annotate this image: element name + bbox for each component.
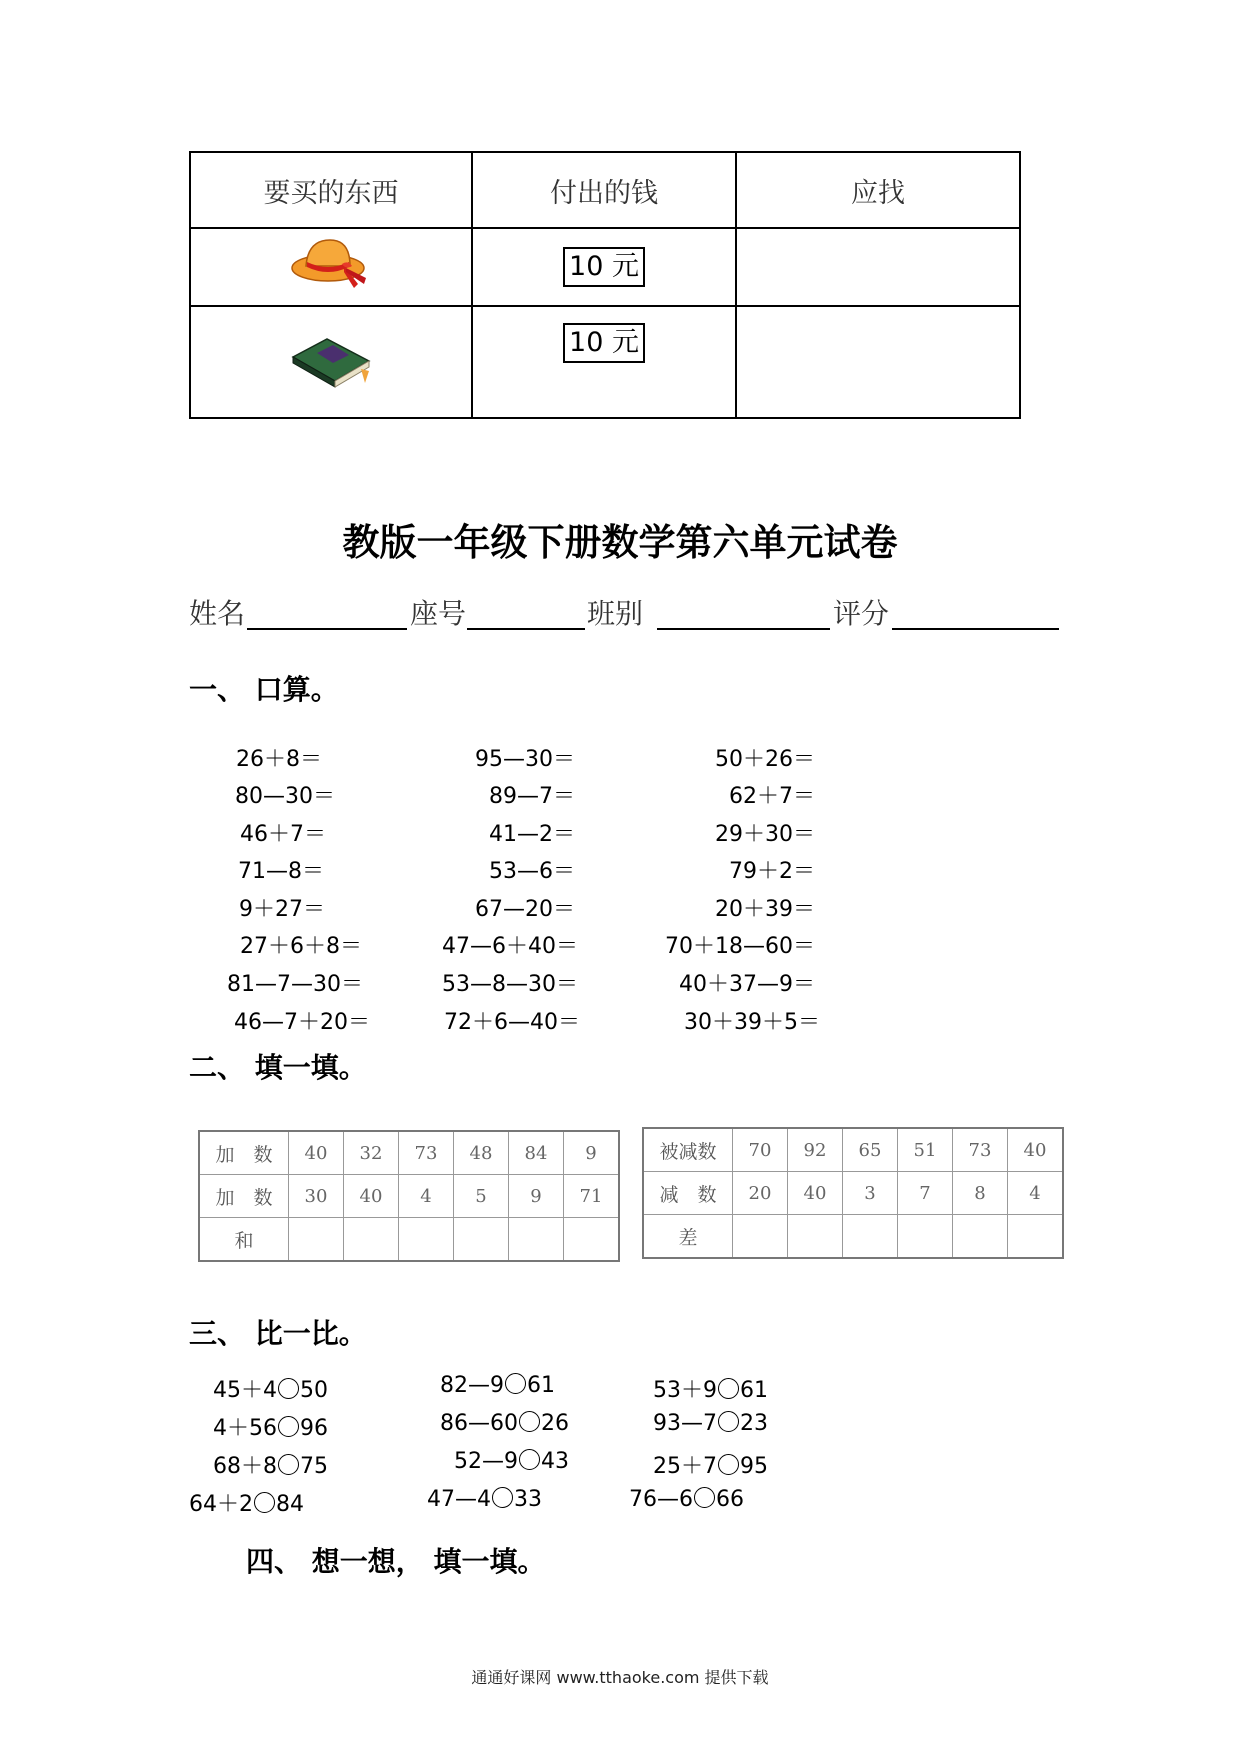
row-label: 被减数 [643, 1128, 733, 1172]
value-cell: 51 [898, 1128, 953, 1172]
answer-cell[interactable] [733, 1215, 788, 1259]
oral-calc-item: 27＋6＋8＝ [240, 934, 362, 959]
answer-cell[interactable] [564, 1218, 620, 1262]
compare-right: 61 [740, 1378, 768, 1403]
compare-right: 66 [716, 1487, 744, 1512]
compare-left: 4＋56 [213, 1416, 277, 1441]
header-item: 要买的东西 [190, 152, 472, 228]
value-cell: 40 [289, 1131, 344, 1175]
compare-left: 68＋8 [213, 1454, 277, 1479]
compare-item [213, 1373, 328, 1404]
row-label: 差 [643, 1215, 733, 1259]
value-cell: 32 [344, 1131, 399, 1175]
section-3-title: 三、 比一比。 [189, 1317, 367, 1350]
compare-left: 47—4 [427, 1487, 491, 1512]
value-cell: 30 [289, 1175, 344, 1218]
oral-calc-item: 20＋39＝ [715, 897, 815, 922]
compare-circle[interactable] [492, 1487, 513, 1508]
compare-left: 53＋9 [653, 1378, 717, 1403]
value-cell: 5 [454, 1175, 509, 1218]
value-cell: 48 [454, 1131, 509, 1175]
item-cell [190, 228, 472, 306]
oral-calc-item: 89—7＝ [489, 784, 575, 809]
answer-cell[interactable] [843, 1215, 898, 1259]
straw-hat-icon [286, 232, 376, 298]
compare-circle[interactable] [278, 1378, 299, 1399]
value-cell: 3 [843, 1172, 898, 1215]
score-label: 评分 [833, 597, 890, 630]
compare-right: 43 [541, 1449, 569, 1474]
compare-item [427, 1487, 542, 1512]
name-blank[interactable] [247, 628, 407, 630]
compare-right: 50 [300, 1378, 328, 1403]
value-cell: 84 [509, 1131, 564, 1175]
compare-item [213, 1411, 328, 1442]
compare-item [454, 1449, 569, 1474]
oral-calc-item: 41—2＝ [489, 822, 575, 847]
score-blank[interactable] [892, 628, 1059, 630]
compare-right: 95 [740, 1454, 768, 1479]
value-cell: 70 [733, 1128, 788, 1172]
shopping-table [189, 151, 1021, 419]
name-label: 姓名 [189, 597, 246, 630]
compare-circle[interactable] [278, 1416, 299, 1437]
compare-item [653, 1449, 768, 1480]
seat-label: 座号 [410, 597, 467, 630]
compare-left: 52—9 [454, 1449, 518, 1474]
oral-calc-item: 9＋27＝ [239, 897, 325, 922]
compare-left: 86—60 [440, 1411, 518, 1436]
compare-right: 33 [514, 1487, 542, 1512]
oral-calc-item: 62＋7＝ [729, 784, 815, 809]
oral-calc-item: 79＋2＝ [729, 859, 815, 884]
value-cell: 9 [564, 1131, 620, 1175]
paid-amount: 10 元 [563, 247, 645, 287]
oral-calc-item: 40＋37—9＝ [679, 972, 815, 997]
compare-item [629, 1487, 744, 1512]
compare-circle[interactable] [254, 1492, 275, 1513]
change-cell [736, 306, 1020, 418]
value-cell: 40 [344, 1175, 399, 1218]
answer-cell[interactable] [953, 1215, 1008, 1259]
subtraction-table [642, 1127, 1064, 1259]
oral-calc-item: 72＋6—40＝ [444, 1010, 580, 1035]
change-cell [736, 228, 1020, 306]
compare-left: 82—9 [440, 1373, 504, 1398]
header-change: 应找 [736, 152, 1020, 228]
compare-item [440, 1373, 555, 1398]
seat-blank[interactable] [467, 628, 585, 630]
oral-calc-item: 46＋7＝ [240, 822, 326, 847]
compare-item [653, 1411, 768, 1436]
oral-calc-item: 53—6＝ [489, 859, 575, 884]
class-blank[interactable] [657, 628, 830, 630]
compare-right: 61 [527, 1373, 555, 1398]
row-label: 减 数 [643, 1172, 733, 1215]
value-cell: 4 [1008, 1172, 1064, 1215]
answer-cell[interactable] [399, 1218, 454, 1262]
compare-left: 64＋2 [189, 1492, 253, 1517]
oral-calc-item: 47—6＋40＝ [442, 934, 578, 959]
compare-item [189, 1487, 304, 1518]
oral-calc-item: 46—7＋20＝ [234, 1010, 370, 1035]
compare-left: 45＋4 [213, 1378, 277, 1403]
addition-table [198, 1130, 620, 1262]
value-cell: 40 [788, 1172, 843, 1215]
section-1-title: 一、 口算。 [189, 673, 339, 706]
compare-circle[interactable] [278, 1454, 299, 1475]
oral-calc-item: 67—20＝ [475, 897, 575, 922]
class-label: 班别 [587, 597, 644, 630]
compare-right: 84 [276, 1492, 304, 1517]
row-label: 加 数 [199, 1131, 289, 1175]
compare-left: 25＋7 [653, 1454, 717, 1479]
compare-left: 93—7 [653, 1411, 717, 1436]
item-cell [190, 306, 472, 418]
value-cell: 65 [843, 1128, 898, 1172]
answer-cell[interactable] [1008, 1215, 1064, 1259]
oral-calc-item: 30＋39＋5＝ [684, 1010, 820, 1035]
oral-calc-item: 53—8—30＝ [442, 972, 578, 997]
compare-left: 76—6 [629, 1487, 693, 1512]
oral-calc-item: 26＋8＝ [236, 747, 322, 772]
answer-cell[interactable] [788, 1215, 843, 1259]
compare-item [213, 1449, 328, 1480]
answer-cell[interactable] [289, 1218, 344, 1262]
answer-cell[interactable] [454, 1218, 509, 1262]
value-cell: 9 [509, 1175, 564, 1218]
value-cell: 73 [953, 1128, 1008, 1172]
value-cell: 40 [1008, 1128, 1064, 1172]
compare-circle[interactable] [718, 1378, 739, 1399]
oral-calc-item: 81—7—30＝ [227, 972, 363, 997]
compare-circle[interactable] [505, 1373, 526, 1394]
oral-calc-item: 50＋26＝ [715, 747, 815, 772]
section-2-title: 二、 填一填。 [189, 1051, 367, 1084]
row-label: 和 [199, 1218, 289, 1262]
answer-cell[interactable] [344, 1218, 399, 1262]
paid-cell [472, 306, 736, 418]
oral-calc-item: 71—8＝ [238, 859, 324, 884]
oral-calc-item: 80—30＝ [235, 784, 335, 809]
value-cell: 73 [399, 1131, 454, 1175]
compare-circle[interactable] [519, 1449, 540, 1470]
compare-item [653, 1373, 768, 1404]
header-paid: 付出的钱 [472, 152, 736, 228]
value-cell: 92 [788, 1128, 843, 1172]
oral-calc-item: 70＋18—60＝ [665, 934, 815, 959]
value-cell: 7 [898, 1172, 953, 1215]
compare-right: 26 [541, 1411, 569, 1436]
value-cell: 4 [399, 1175, 454, 1218]
compare-right: 23 [740, 1411, 768, 1436]
compare-circle[interactable] [519, 1411, 540, 1432]
value-cell: 20 [733, 1172, 788, 1215]
paid-cell [472, 228, 736, 306]
footer: 通通好课网 www.tthaoke.com 提供下载 [471, 1668, 769, 1687]
book-icon [281, 325, 381, 395]
compare-right: 96 [300, 1416, 328, 1441]
compare-circle[interactable] [718, 1454, 739, 1475]
compare-circle[interactable] [718, 1411, 739, 1432]
oral-calc-item: 95—30＝ [475, 747, 575, 772]
page-title: 教版一年级下册数学第六单元试卷 [342, 520, 898, 564]
oral-calc-item: 29＋30＝ [715, 822, 815, 847]
compare-circle[interactable] [694, 1487, 715, 1508]
value-cell: 71 [564, 1175, 620, 1218]
value-cell: 8 [953, 1172, 1008, 1215]
compare-right: 75 [300, 1454, 328, 1479]
compare-item [440, 1411, 569, 1436]
answer-cell[interactable] [898, 1215, 953, 1259]
answer-cell[interactable] [509, 1218, 564, 1262]
row-label: 加 数 [199, 1175, 289, 1218]
section-4-title: 四、 想一想， 填一填。 [246, 1545, 546, 1578]
paid-amount: 10 元 [563, 323, 645, 363]
